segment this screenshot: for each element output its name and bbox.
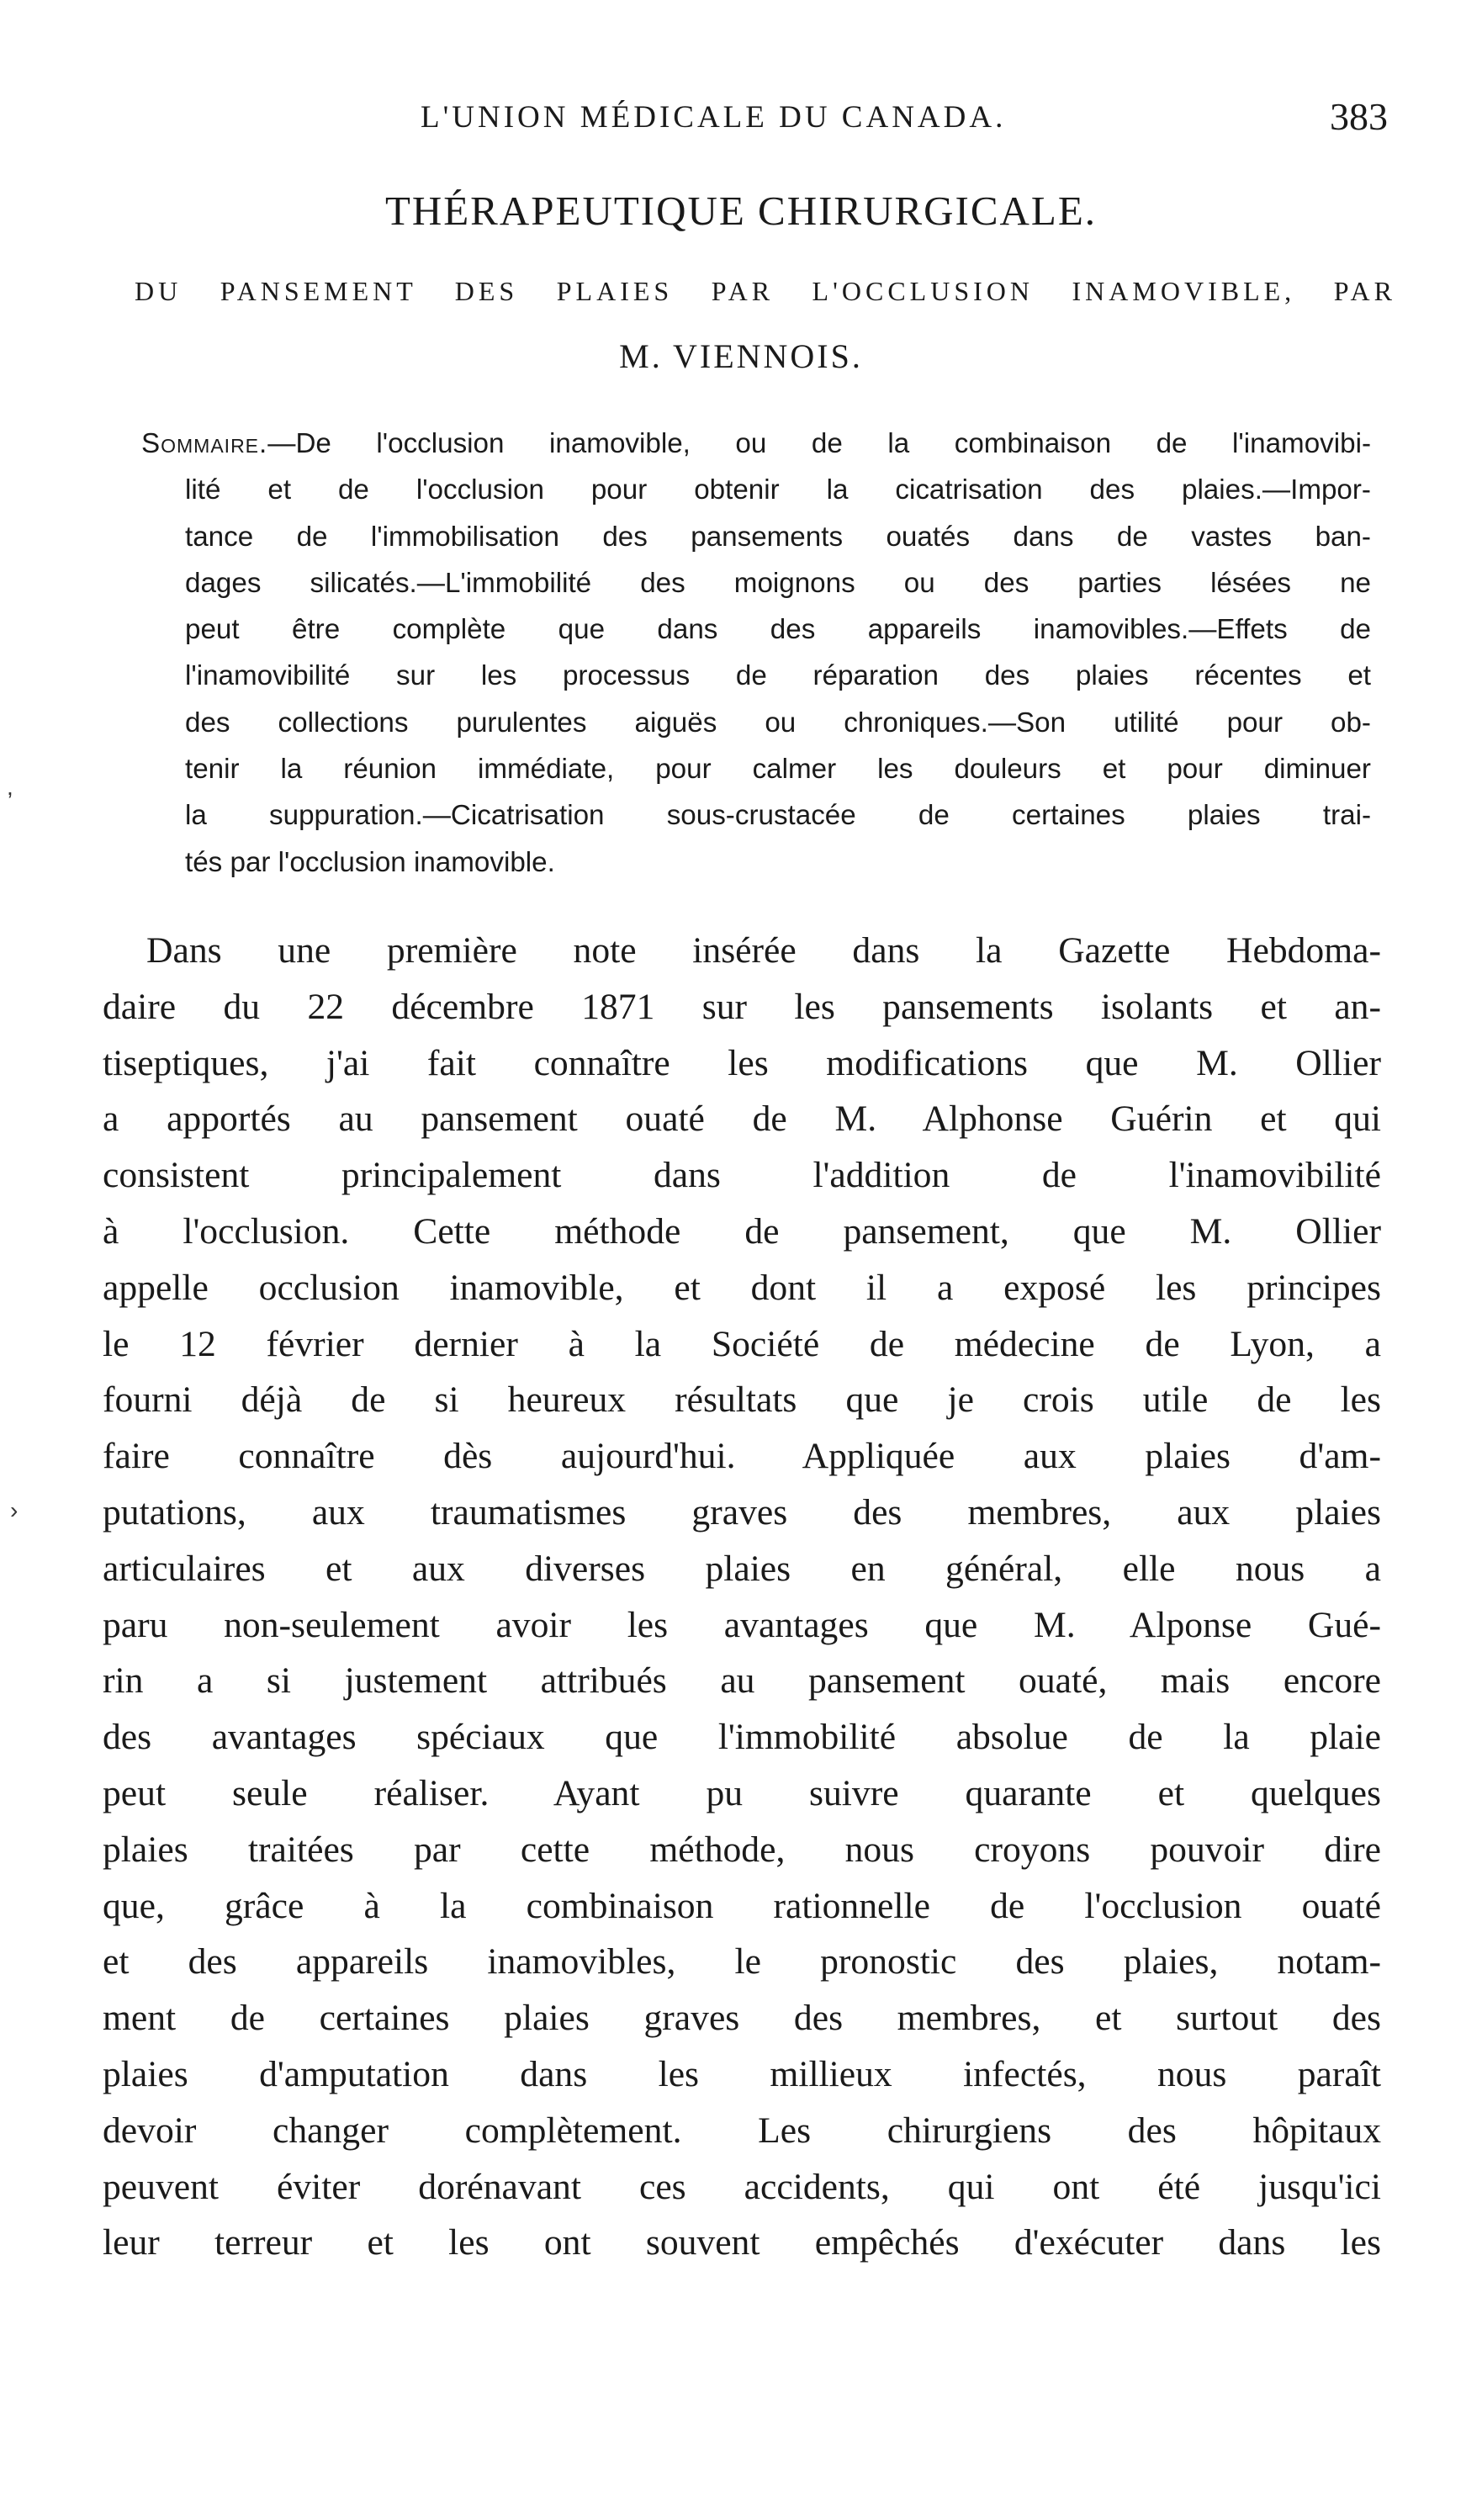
summary-block (141, 421, 1371, 886)
margin-tick-mark: › (10, 1497, 19, 1523)
body-line: peut seule réaliser. Ayant pu suivre quarante et quelques (103, 1772, 1381, 1813)
summary-label: Sommaire. (141, 428, 268, 459)
body-line: et des appareils inamovibles, le pronostic des plaies, notam- (103, 1941, 1381, 1983)
body-line: devoir changer complètement. Les chirurgiens des hôpitaux (103, 2110, 1381, 2151)
body-line: faire connaître dès aujourd'hui. Appliquée aux plaies d'am- (103, 1436, 1381, 1477)
body-line: leur terreur et les ont souvent empêchés d'exécuter dans les (103, 2222, 1381, 2263)
summary-line: tenir la réunion immédiate, pour calmer les douleurs et pour diminuer (185, 754, 1371, 786)
body-line: des avantages spéciaux que l'immobilité absolue de la plaie (103, 1717, 1381, 1758)
article-author: M. VIENNOIS. (619, 337, 863, 375)
summary-line: lité et de l'occlusion pour obtenir la cicatrisation des plaies.—Impor- (185, 474, 1371, 506)
summary-line: l'inamovibilité sur les processus de réparation des plaies récentes et (185, 660, 1371, 692)
body-line: plaies d'amputation dans les millieux infectés, nous paraît (103, 2053, 1381, 2094)
body-line: que, grâce à la combinaison rationnelle de l'occlusion ouaté (103, 1885, 1381, 1926)
body-line: Dans une première note insérée dans la Gazette Hebdoma- (146, 930, 1381, 971)
summary-line: des collections purulentes aiguës ou chroniques.—Son utilité pour ob- (185, 707, 1371, 739)
body-line: putations, aux traumatismes graves des membres, aux plaies (103, 1491, 1381, 1533)
article-title: DU PANSEMENT DES PLAIES PAR L'OCCLUSION INAMOVIBLE, PAR (135, 276, 1396, 306)
body-line: fourni déjà de si heureux résultats que je crois utile de les (103, 1379, 1381, 1421)
margin-tick-mark: , (7, 774, 13, 800)
body-line: tiseptiques, j'ai fait connaître les modifications que M. Ollier (103, 1042, 1381, 1083)
body-line: à l'occlusion. Cette méthode de pansement, que M. Ollier (103, 1210, 1381, 1252)
body-text (103, 923, 1381, 2271)
summary-line: tés par l'occlusion inamovible. (185, 846, 555, 878)
body-line: plaies traitées par cette méthode, nous croyons pouvoir dire (103, 1829, 1381, 1870)
summary-line: dages silicatés.—L'immobilité des moignons ou des parties lésées ne (185, 567, 1371, 599)
summary-line (141, 421, 1371, 467)
section-title: THÉRAPEUTIQUE CHIRURGICALE. (384, 188, 1098, 234)
summary-line-text: —De l'occlusion inamovible, ou de la combinaison de l'inamovibi- (267, 428, 1371, 459)
body-line: articulaires et aux diverses plaies en général, elle nous a (103, 1548, 1381, 1589)
body-line: paru non-seulement avoir les avantages que M. Alponse Gué- (103, 1604, 1381, 1645)
body-line: peuvent éviter dorénavant ces accidents, qui ont été jusqu'ici (103, 2166, 1381, 2207)
journal-title: L'UNION MÉDICALE DU CANADA. (421, 100, 1007, 135)
body-line: daire du 22 décembre 1871 sur les pansements isolants et an- (103, 986, 1381, 1027)
summary-line: la suppuration.—Cicatrisation sous-crustacée de certaines plaies trai- (185, 800, 1371, 832)
running-header (135, 95, 1396, 150)
summary-line: tance de l'immobilisation des pansements ouatés dans de vastes ban- (185, 521, 1371, 553)
body-line: consistent principalement dans l'addition de l'inamovibilité (103, 1155, 1381, 1196)
summary-line: peut être complète que dans des appareils inamovibles.—Effets de (185, 614, 1371, 646)
body-line: rin a si justement attribués au pansement ouaté, mais encore (103, 1660, 1381, 1702)
body-line: appelle occlusion inamovible, et dont il a exposé les principes (103, 1267, 1381, 1308)
body-line: a apportés au pansement ouaté de M. Alphonse Guérin et qui (103, 1099, 1381, 1140)
body-line: ment de certaines plaies graves des membres, et surtout des (103, 1998, 1381, 2039)
body-line: le 12 février dernier à la Société de médecine de Lyon, a (103, 1323, 1381, 1364)
page-number: 383 (1330, 95, 1388, 138)
